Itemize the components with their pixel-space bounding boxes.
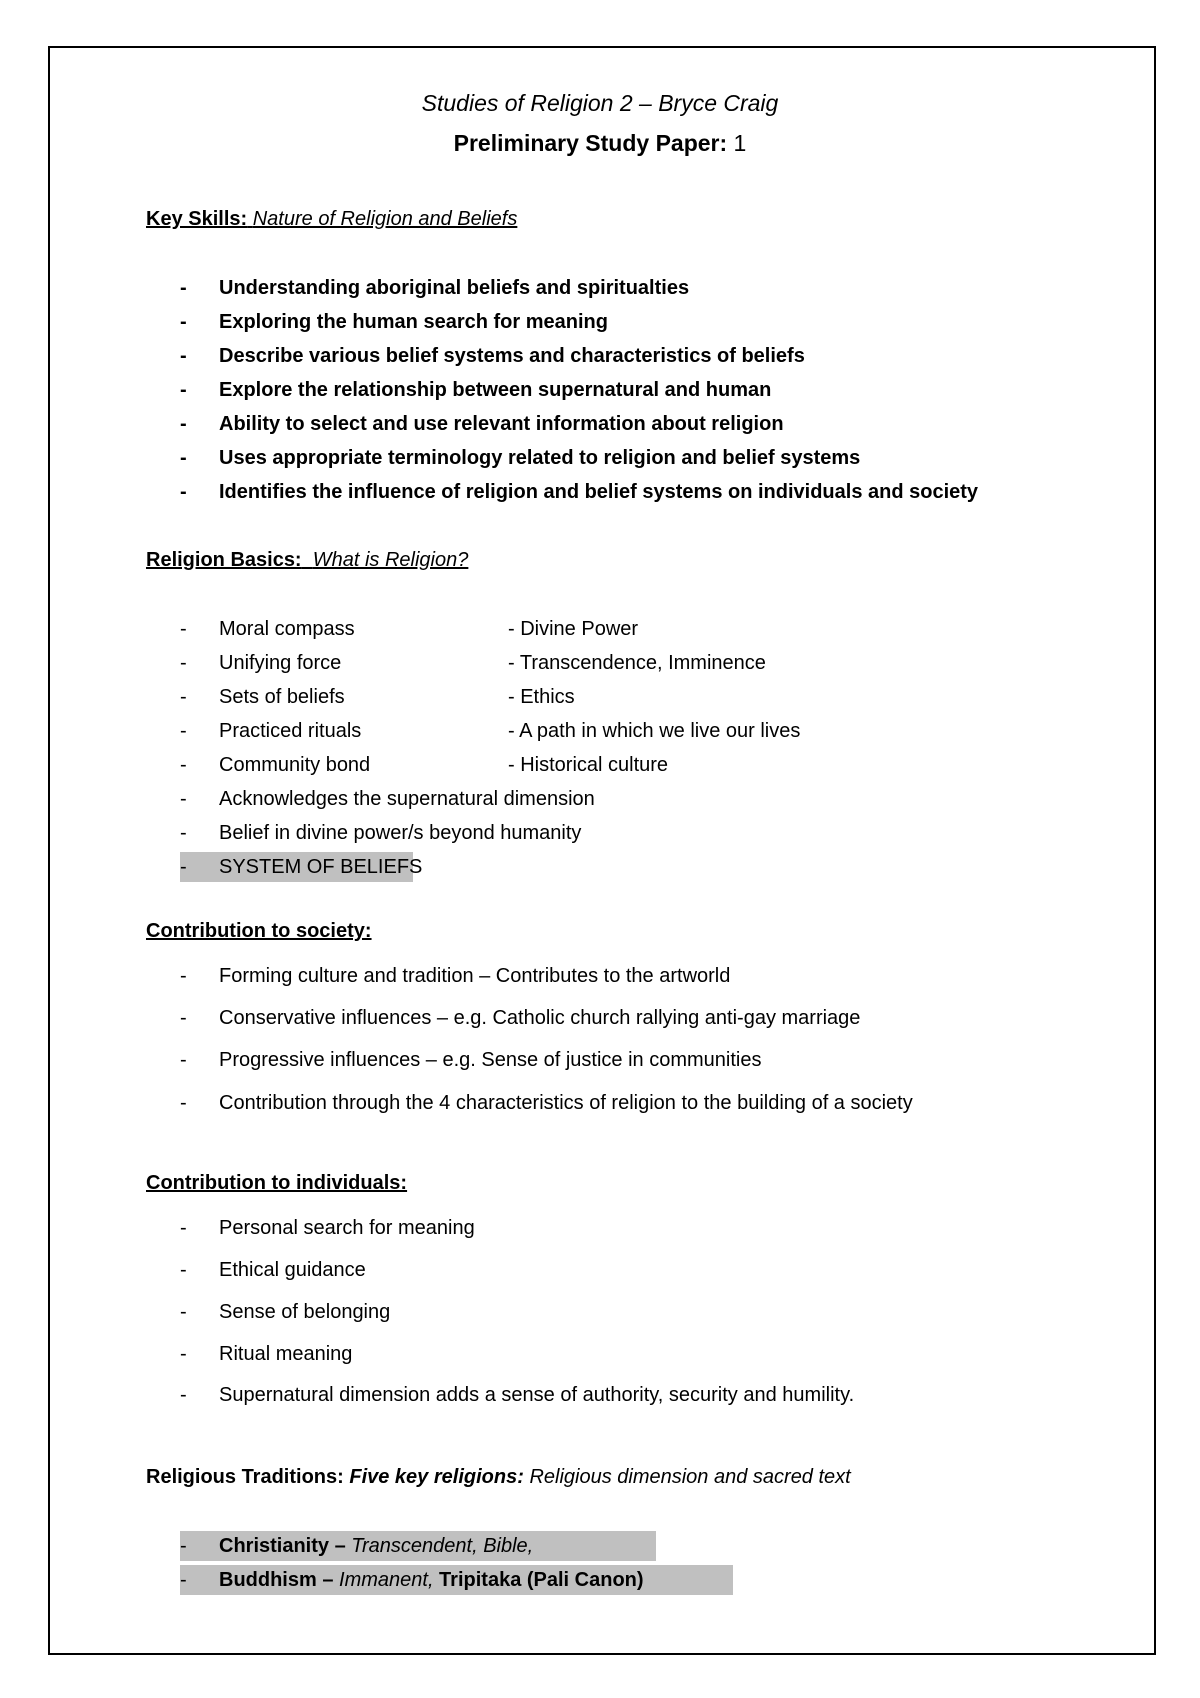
list-item: - Moral compass - Divine Power: [180, 618, 639, 640]
highlighted-list-item: - SYSTEM OF BELIEFS: [180, 852, 413, 882]
document-title: Studies of Religion 2 – Bryce Craig: [421, 90, 779, 116]
list-item: - Unifying force - Transcendence, Imminence: [180, 652, 766, 674]
list-item: - Describe various belief systems and characteristics of beliefs: [180, 345, 805, 367]
list-item: - Sense of belonging: [180, 1301, 391, 1323]
religion-basics-topic: What is Religion?: [312, 549, 469, 571]
list-item: - Explore the relationship between supernatural and human: [180, 379, 772, 401]
list-item: - Supernatural dimension adds a sense of authority, security and humility.: [180, 1384, 855, 1406]
traditions-heading: [146, 1466, 851, 1489]
list-item: - Uses appropriate terminology related to religion and belief systems: [180, 447, 861, 469]
list-item: - Sets of beliefs - Ethics: [180, 686, 575, 708]
traditions-topic: Religious dimension and sacred text: [529, 1466, 851, 1488]
list-item: - Identifies the influence of religion and belief systems on individuals and society: [180, 481, 979, 503]
list-item: - Personal search for meaning: [180, 1217, 475, 1239]
key-skills-topic: Nature of Religion and Beliefs: [252, 208, 518, 230]
religion-basics-heading: [146, 549, 468, 572]
list-item: - Conservative influences – e.g. Catholic church rallying anti-gay marriage: [180, 1007, 861, 1029]
religion-basics-label: Religion Basics:: [146, 549, 302, 571]
list-item: - Belief in divine power/s beyond humanity: [180, 822, 582, 844]
list-item: - Practiced rituals - A path in which we live our lives: [180, 720, 801, 742]
list-item: - Community bond - Historical culture: [180, 754, 669, 776]
individuals-heading: Contribution to individuals:: [146, 1172, 408, 1194]
subtitle-label: Preliminary Study Paper:: [453, 130, 728, 156]
list-item: - Forming culture and tradition – Contributes to the artworld: [180, 965, 731, 987]
list-item: - Acknowledges the supernatural dimension: [180, 788, 595, 810]
list-item: - Exploring the human search for meaning: [180, 311, 608, 333]
highlighted-list-item: - Buddhism – Immanent, Tripitaka (Pali Canon): [180, 1565, 733, 1595]
highlighted-list-item: - Christianity – Transcendent, Bible,: [180, 1531, 656, 1561]
traditions-subtitle: Five key religions:: [349, 1466, 524, 1488]
key-skills-label: Key Skills:: [146, 208, 248, 230]
list-item: - Ritual meaning: [180, 1343, 353, 1365]
society-heading: Contribution to society:: [146, 920, 372, 942]
list-item: - Understanding aboriginal beliefs and spiritualties: [180, 277, 690, 299]
list-item: - Contribution through the 4 characteristics of religion to the building of a society: [180, 1092, 913, 1114]
subtitle-number: 1: [727, 130, 747, 156]
key-skills-heading: [146, 208, 517, 231]
list-item: - Progressive influences – e.g. Sense of justice in communities: [180, 1049, 762, 1071]
list-item: - Ability to select and use relevant information about religion: [180, 413, 784, 435]
document-subtitle: [0, 130, 1200, 157]
traditions-label: Religious Traditions:: [146, 1466, 344, 1488]
list-item: - Ethical guidance: [180, 1259, 366, 1281]
